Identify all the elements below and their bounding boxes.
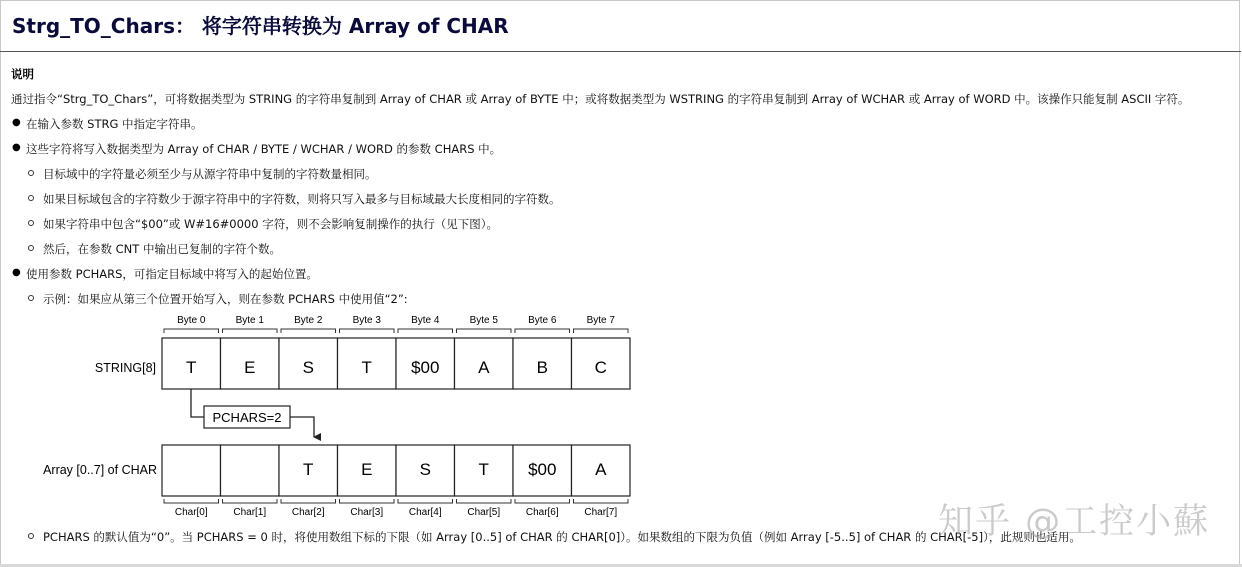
bullet-disc-icon: ● bbox=[12, 267, 21, 278]
bullet-circle-icon bbox=[28, 533, 34, 539]
sub-item-null-char: 如果字符串中包含“$00”或 W#16#0000 字符，则不会影响复制操作的执行（见下图）。 bbox=[43, 217, 498, 231]
byte-label: Byte 6 bbox=[528, 315, 557, 326]
byte-label: Byte 4 bbox=[411, 315, 440, 326]
byte-label: Byte 3 bbox=[352, 315, 381, 326]
string-cell-value: T bbox=[361, 358, 372, 377]
bullet-item-pchars: 使用参数 PCHARS，可指定目标域中将写入的起始位置。 bbox=[26, 267, 318, 281]
char-bracket bbox=[574, 499, 629, 503]
byte-bracket bbox=[457, 329, 512, 333]
char-bracket bbox=[164, 499, 219, 503]
char-label: Char[5] bbox=[467, 507, 501, 518]
string-cell-value: E bbox=[244, 358, 256, 377]
char-label: Char[7] bbox=[584, 507, 618, 518]
bullet-item-chars: 这些字符将写入数据类型为 Array of CHAR / BYTE / WCHAR / WORD 的参数 CHARS 中。 bbox=[26, 142, 502, 156]
char-label: Char[6] bbox=[525, 507, 559, 518]
char-label: Char[2] bbox=[291, 507, 325, 518]
byte-bracket bbox=[281, 329, 336, 333]
byte-label: Byte 1 bbox=[235, 315, 264, 326]
char-bracket bbox=[223, 499, 278, 503]
page-title: Strg_TO_Chars： 将字符串转换为 Array of CHAR bbox=[12, 14, 509, 38]
char-cell-value: $00 bbox=[528, 460, 557, 479]
char-bracket bbox=[398, 499, 453, 503]
byte-bracket bbox=[164, 329, 219, 333]
byte-bracket bbox=[223, 329, 278, 333]
byte-bracket bbox=[515, 329, 570, 333]
bullet-disc-icon: ● bbox=[12, 117, 21, 128]
sub-item-default: PCHARS 的默认值为“0”。当 PCHARS = 0 时，将使用数组下标的下限（如 Array [0..5] of CHAR 的 CHAR[0]）。如果数组的下限为负值（例如 Array [-5..5] of CHAR 的 CHAR[-5]），此规则也适用。 bbox=[43, 530, 1081, 544]
byte-label: Byte 5 bbox=[469, 315, 498, 326]
char-cell-value: S bbox=[419, 460, 431, 479]
char-cell-value: T bbox=[478, 460, 489, 479]
char-cell-value: A bbox=[595, 460, 607, 479]
char-label: Char[1] bbox=[233, 507, 267, 518]
byte-bracket bbox=[340, 329, 395, 333]
char-cell-value: E bbox=[361, 460, 373, 479]
watermark: 知乎 @工控小蘇 bbox=[938, 502, 1211, 542]
char-bracket bbox=[340, 499, 395, 503]
byte-label: Byte 0 bbox=[177, 315, 206, 326]
char-label: Char[0] bbox=[174, 507, 208, 518]
byte-bracket bbox=[398, 329, 453, 333]
string-cell-value: T bbox=[186, 358, 197, 377]
string-cell-value: B bbox=[536, 358, 548, 377]
char-cell bbox=[221, 445, 280, 496]
char-bracket bbox=[515, 499, 570, 503]
string-cell-value: C bbox=[594, 358, 607, 377]
char-cell bbox=[162, 445, 221, 496]
bullet-disc-icon: ● bbox=[12, 142, 21, 153]
sub-item-truncate: 如果目标域包含的字符数少于源字符串中的字符数，则将只写入最多与目标域最大长度相同的字符数。 bbox=[43, 192, 561, 206]
intro-paragraph: 通过指令“Strg_TO_Chars”，可将数据类型为 STRING 的字符串复制到 Array of CHAR 或 Array of BYTE 中；或将数据类型为 WSTRING 的字符串复制到 Array of WCHAR 或 Array of WORD 中。该操作只能复制 ASCII 字符。 bbox=[11, 92, 1190, 106]
array-label: Array [0..7] of CHAR bbox=[43, 463, 157, 477]
char-label: Char[4] bbox=[408, 507, 442, 518]
section-heading: 说明 bbox=[11, 67, 34, 81]
string-cell-value: A bbox=[478, 358, 490, 377]
string-label: STRING[8] bbox=[94, 361, 156, 375]
sub-item-example: 示例：如果应从第三个位置开始写入，则在参数 PCHARS 中使用值“2”: bbox=[43, 292, 408, 306]
pchars-arrow bbox=[290, 417, 314, 437]
sub-item-target-size: 目标域中的字符量必须至少与从源字符串中复制的字符数量相同。 bbox=[43, 167, 377, 181]
char-bracket bbox=[281, 499, 336, 503]
pchars-connector-line bbox=[191, 389, 204, 417]
byte-label: Byte 7 bbox=[586, 315, 615, 326]
char-label: Char[3] bbox=[350, 507, 384, 518]
char-cell-value: T bbox=[303, 460, 314, 479]
pchars-label: PCHARS=2 bbox=[212, 410, 282, 425]
sub-item-cnt: 然后，在参数 CNT 中输出已复制的字符个数。 bbox=[43, 242, 281, 256]
byte-label: Byte 2 bbox=[294, 315, 323, 326]
byte-bracket bbox=[574, 329, 629, 333]
string-cell-value: $00 bbox=[411, 358, 440, 377]
bullet-item-strg: 在输入参数 STRG 中指定字符串。 bbox=[26, 117, 203, 131]
string-cell-value: S bbox=[302, 358, 314, 377]
char-bracket bbox=[457, 499, 512, 503]
